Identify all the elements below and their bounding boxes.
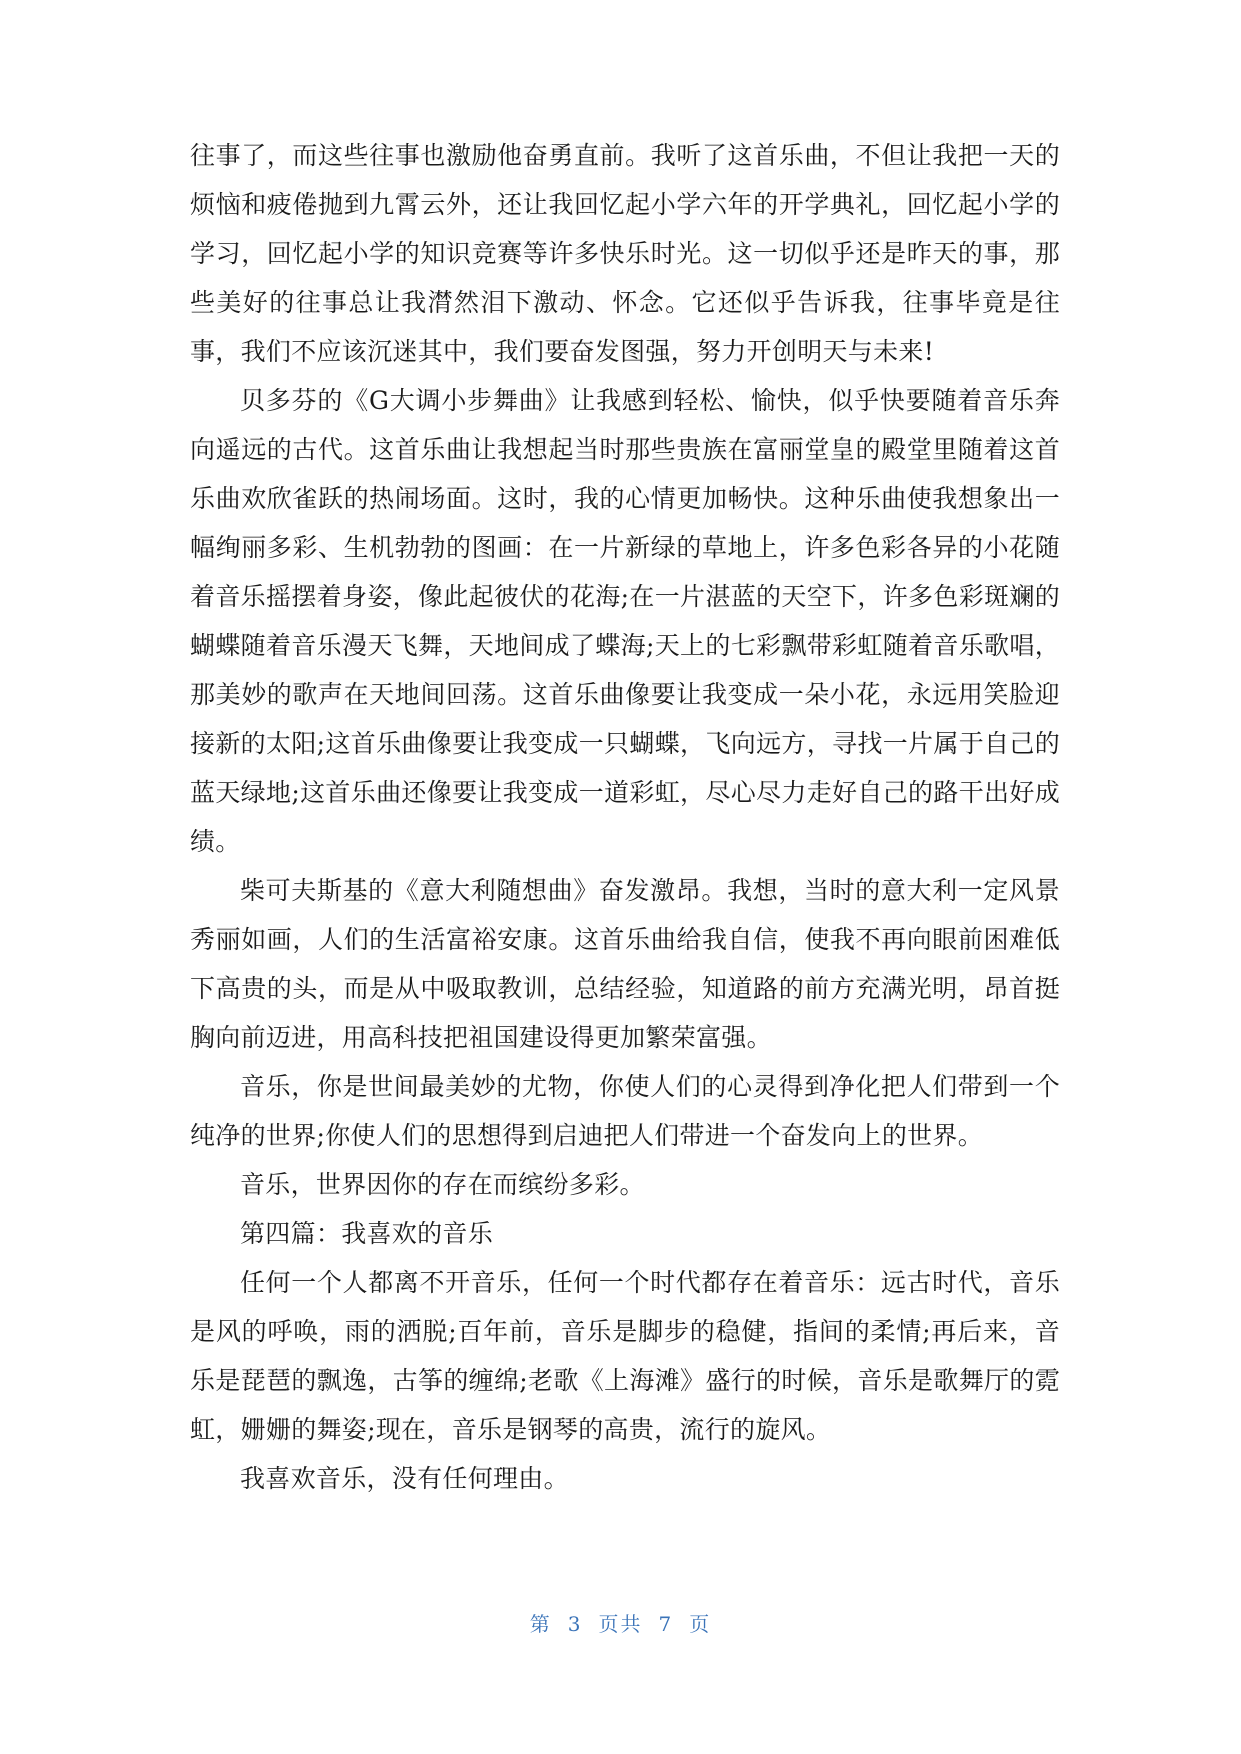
footer-middle: 页共 [598, 1612, 643, 1636]
paragraph-4: 音乐，你是世间最美妙的尤物，你使人们的心灵得到净化把人们带到一个纯净的世界;你使人们的思想得到启迪把人们带进一个奋发向上的世界。 [190, 1072, 1060, 1150]
document-body [190, 131, 1060, 1503]
section-heading: 第四篇：我喜欢的音乐 [240, 1219, 494, 1248]
footer-prefix: 第 [529, 1612, 552, 1636]
paragraph-3: 柴可夫斯基的《意大利随想曲》奋发激昂。我想，当时的意大利一定风景秀丽如画，人们的生活富裕安康。这首乐曲给我自信，使我不再向眼前困难低下高贵的头，而是从中吸取教训，总结经验，知道路的前方充满光明，昂首挺胸向前迈进，用高科技把祖国建设得更加繁荣富强。 [190, 876, 1060, 1052]
page-footer [0, 1608, 1241, 1637]
footer-suffix: 页 [689, 1612, 712, 1636]
paragraph-5: 音乐，世界因你的存在而缤纷多彩。 [240, 1170, 645, 1199]
paragraph-7: 我喜欢音乐，没有任何理由。 [240, 1464, 569, 1493]
current-page-number: 3 [567, 1612, 583, 1636]
paragraph-1: 往事了，而这些往事也激励他奋勇直前。我听了这首乐曲，不但让我把一天的烦恼和疲倦抛到九霄云外，还让我回忆起小学六年的开学典礼，回忆起小学的学习，回忆起小学的知识竞赛等许多快乐时光。这一切似乎还是昨天的事，那些美好的往事总让我潸然泪下激动、怀念。它还似乎告诉我，往事毕竟是往事，我们不应该沉迷其中，我们要奋发图强，努力开创明天与未来! [190, 141, 1060, 366]
total-pages-number: 7 [658, 1612, 674, 1636]
paragraph-2: 贝多芬的《G大调小步舞曲》让我感到轻松、愉快，似乎快要随着音乐奔向遥远的古代。这首乐曲让我想起当时那些贵族在富丽堂皇的殿堂里随着这首乐曲欢欣雀跃的热闹场面。这时，我的心情更加畅快。这种乐曲使我想象出一幅绚丽多彩、生机勃勃的图画：在一片新绿的草地上，许多色彩各异的小花随着音乐摇摆着身姿，像此起彼伏的花海;在一片湛蓝的天空下，许多色彩斑斓的蝴蝶随着音乐漫天飞舞，天地间成了蝶海;天上的七彩飘带彩虹随着音乐歌唱，那美妙的歌声在天地间回荡。这首乐曲像要让我变成一朵小花，永远用笑脸迎接新的太阳;这首乐曲像要让我变成一只蝴蝶，飞向远方，寻找一片属于自己的蓝天绿地;这首乐曲还像要让我变成一道彩虹，尽心尽力走好自己的路干出好成绩。 [190, 386, 1060, 856]
paragraph-6: 任何一个人都离不开音乐，任何一个时代都存在着音乐：远古时代，音乐是风的呼唤，雨的洒脱;百年前，音乐是脚步的稳健，指间的柔情;再后来，音乐是琵琶的飘逸，古筝的缠绵;老歌《上海滩》盛行的时候，音乐是歌舞厅的霓虹，姗姗的舞姿;现在，音乐是钢琴的高贵，流行的旋风。 [190, 1268, 1060, 1444]
